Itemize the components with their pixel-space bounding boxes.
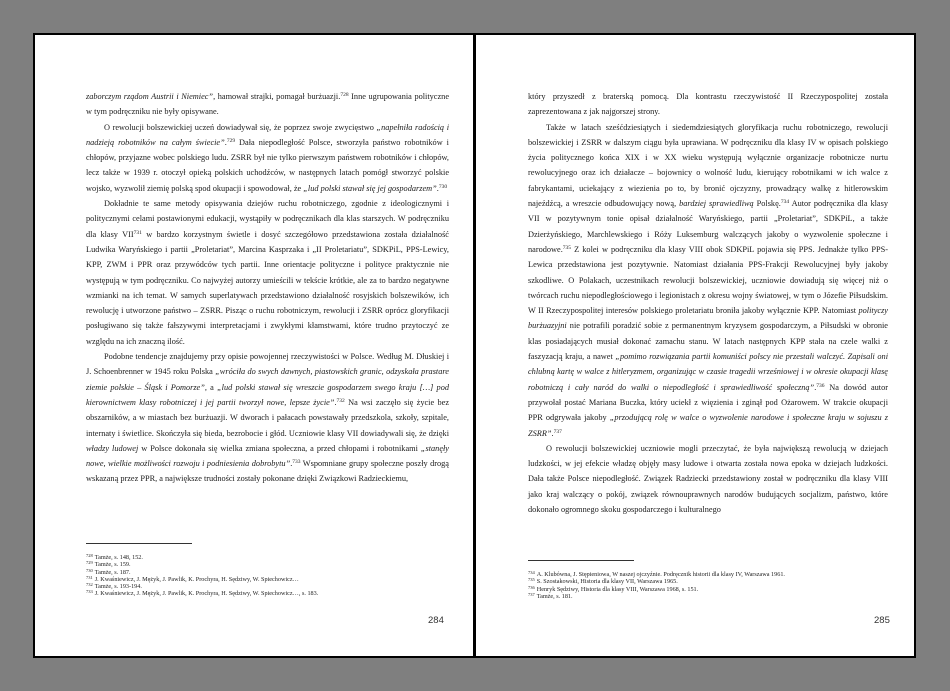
left-page	[35, 35, 473, 656]
footnote: $^{729}$ Tamże, s. 159.	[86, 560, 131, 569]
footnote-separator	[86, 543, 192, 544]
footnote: $^{735}$ S. Szostakowski, Historia dla klasy VII, Warszawa 1965.	[528, 577, 678, 586]
left-page-body-text	[86, 89, 449, 487]
paragraph: O rewolucji bolszewickiej uczniowie mogli przeczytać, że była największą rewolucją w dziejach ludzkości, w jej efekcie władzę objęły masy ludowe i otwarta została nowa epoka w dziejach ludzkości. Dała także Polsce niepodległość. Związek Radziecki przedstawiony został w podręczniku dla klasy VIII jako kraj walczący o pokój, związek równouprawnych narodów budujących socjalizm, państwo, które dokonało ogromnego skoku gospodarczego i kulturalnego	[528, 443, 888, 515]
paragraph: zaborczym rządom Austrii i Niemiec”, hamował strajki, pomagał burżuazji.$^{728}$ Inne ugrupowania polityczne w tym podręczniku nie były opisywane.	[86, 92, 450, 117]
right-page-body-text	[528, 89, 888, 517]
paragraph: Także w latach sześćdziesiątych i siedemdziesiątych gloryfikacja ruchu robotniczego, rewolucji bolszewickiej i ZSRR w dalszym ciągu była uprawiana. W podręczniku dla klasy IV w opisach polskiego życia politycznego końca XIX i w XX wieku występują wyłącznie organizacje robotnicze nurtu rewolucyjnego oraz ich działacze – bojownicy o wolność ludu, kierujący robotnikami w ich walce z fabrykantami, uciekający z wiezienia po to, by bronić ojczyzny, prowadzący walkę z hitlerowskim najeźdźcą, a wreszcie odbudowujący nową, bardziej sprawiedliwą Polskę.$^{734}$ Autor podręcznika dla klasy VII w pozytywnym tonie opisał działalność Waryńskiego, partii „Proletariat”, SDKPiL, a także Dzierżyńskiego, Marchlewskiego i Róży Luksemburg walczących jakoby o wyzwolenie społeczne i narodowe.$^{735}$ Z kolei w podręczniku dla klasy VIII obok SDKPiL pojawia się PPS. Jednakże tylko PPS-Lewica przedstawiona jest pozytywnie. Natomiast działania PPS-Frakcji Rewolucyjnej były jakoby szkodliwe. O Polakach, uczestnikach rewolucji bolszewickiej, uczniowie dowiadują się więcej niż o twórcach ruchu niepodległościowego i legionistach z okresu wojny światowej, w tym o Józefie Piłsudskim. W II Rzeczypospolitej interesów polskiego proletariatu broniła jakoby wyłącznie KPP. Natomiast polityczy burżuazyjni nie potrafili poradzić sobie z permanentnym kryzysem gospodarczym, a Piłsudski w obronie klas posiadających musiał dokonać zamachu stanu. W latach następnych KPP stała na czele walki z faszyzacją kraju, a nawet „pomimo rozwiązania partii komuniści polscy nie przestali walczyć. Zapisali oni chlubną kartę w walce z hitleryzmem, organizując w czasie tragedii wrześniowej i w okresie okupacji klasę robotniczą i cały naród do walki o niepodległość i sprawiedliwość społeczną”.$^{736}$ Na dowód autor przywołał postać Mariana Buczka, który uciekł z więzienia i zginął pod Ożarowem. W trakcie okupacji PPR odgrywała jakoby „przodującą rolę w walce o wyzwolenie narodowe i społeczne kraju w sojuszu z ZSRR”.$^{737}$	[528, 122, 889, 438]
paragraph: który przyszedł z braterską pomocą. Dla kontrastu rzeczywistość II Rzeczypospolitej została zaprezentowana z jak najgorszej strony.	[528, 92, 888, 117]
book-spread	[33, 33, 916, 658]
right-page	[476, 35, 914, 656]
footnote: $^{728}$ Tamże, s. 148, 152.	[86, 553, 143, 561]
footnote: $^{730}$ Tamże, s. 187.	[86, 567, 131, 576]
footnote: $^{731}$ J. Kwaśniewicz, J. Mężyk, J. Pawlik, K. Prochyra, H. Sędziwy, W. Spiechowicz…	[86, 574, 299, 583]
footnote: $^{732}$ Tamże, s. 193-194.	[86, 582, 142, 591]
paragraph: O rewolucji bolszewickiej uczeń dowiadywał się, że poprzez swoje zwycięstwo „napełniła radością i nadzieją robotników na całym świecie”.$^{729}$ Dała niepodległość Polsce, stworzyła państwo robotników i chłopów, przyjazne wobec polskiego ludu. ZSRR był nie tylko pierwszym państwem robotników i chłopów, lecz także w 1939 r. otoczył opieką polskich uchodźców, w następnych latach pomógł stworzyć polskie wojsko, wyzwolił ziemię polską spod okupacji i spowodował, że „lud polski stawał się jej gospodarzem”.$^{730}$	[86, 122, 450, 193]
page-number: 285	[874, 615, 890, 626]
footnote: $^{733}$ J. Kwaśniewicz, J. Mężyk, J. Pawlik, K. Prochyra, H. Sędziwy, W. Spiechowicz…, s. 183.	[86, 589, 319, 598]
left-footnotes	[86, 554, 318, 598]
paragraph: Dokładnie te same metody opisywania dziejów ruchu robotniczego, zgodnie z ideologicznymi i politycznymi celami postawionymi edukacji, wystąpiły w podręcznikach dla klas starszych. W podręczniku dla klasy VII$^{731}$ w bardzo korzystnym świetle i dosyć szczegółowo przedstawiona została działalność Ludwika Waryńskiego i partii „Proletariat”, Marcina Kasprzaka i „II Proletariatu”, SDKPiL, PPS-Lewicy, KPP, ZWM i PPR oraz przywódców tych partii. Inne orientacje polityczne i polityce praktycznie nie występują w tym podręczniku. Co najwyżej autorzy umieścili w tekście krótkie, ale za to bardzo negatywne wzmianki na ich temat. W samych superlatywach przedstawiono działalność rosyjskich bolszewików, ich rewolucję i utworzone państwo – ZSRR. Pisząc o ruchu robotniczym, rewolucji i ZSRR oprócz gloryfikacji posługiwano się także fałszywymi interpretacjami i zwykłymi kłamstwami, które trudno przytoczyć ze względu na ich znaczną ilość.	[86, 199, 449, 346]
page-number: 284	[428, 615, 444, 626]
footnote: $^{737}$ Tamże, s. 181.	[528, 591, 573, 600]
footnote: $^{736}$ Henryk Sędziwy, Historia dla klasy VIII, Warszawa 1968, s. 151.	[528, 584, 699, 593]
footnote: $^{734}$ A. Klubówna, J. Stępieniowa, W naszej ojczyźnie. Podręcznik historii dla klasy IV, Warszawa 1961.	[528, 570, 785, 578]
right-footnotes	[528, 571, 785, 600]
footnote-separator	[528, 560, 634, 561]
paragraph: Podobne tendencje znajdujemy przy opisie powojennej rzeczywistości w Polsce. Według M. Dłuskiej i J. Schoenbrenner w 1945 roku Polska „wróciła do swych dawnych, piastowskich granic, odzyskała prastare ziemie polskie – Śląsk i Pomorze”, a „lud polski stawał się wreszcie gospodarzem swego kraju […] pod kierownictwem klasy robotniczej i jej partii tworzył nowe, lepsze życie”.$^{732}$ Na wsi zaczęło się życie bez obszarników, a w miastach bez burżuazji. W dworach i pałacach powstawały przedszkola, szkoły, szpitale, internaty i świetlice. Skończyła się bieda, bezrobocie i głód. Uczniowie klasy VII dowiadywali się, że dzięki władzy ludowej w Polsce dokonała się wielka zmiana społeczna, a przed chłopami i robotnikami „stanęły nowe, wielkie możliwości rozwoju i podniesienia dobrobytu”.$^{733}$ Wspomniane grupy społeczne poszły drogą wskazaną przez PPR, a największe trudności zostały pokonane dzięki Związkowi Radzieckiemu,	[86, 352, 449, 484]
